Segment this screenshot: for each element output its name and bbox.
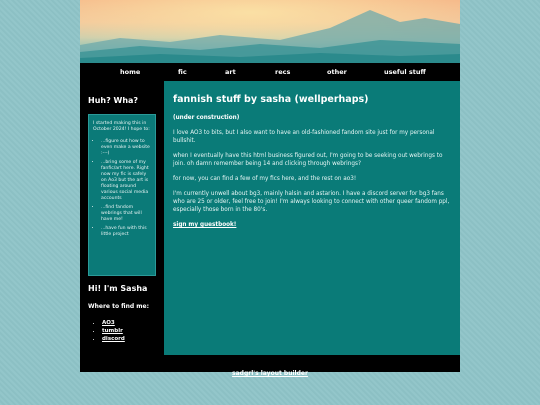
layout-builder-link[interactable]: sadgrl's layout builder [232, 370, 308, 377]
goal-item: • ...figure out how to even make a website :---) [101, 139, 151, 157]
guestbook-link[interactable]: sign my guestbook! [173, 222, 237, 228]
goals-box [88, 114, 156, 276]
construction-note: (under construction) [173, 115, 240, 121]
where-title: Where to find me: [88, 303, 149, 310]
nav-other[interactable]: other [327, 68, 347, 76]
link-item [102, 335, 125, 343]
page-container [80, 0, 460, 377]
goal-item: • ...have fun with this little project [101, 226, 151, 238]
paragraph-3: for now, you can find a few of my fics here, and the rest on ao3! [173, 176, 357, 182]
discord-link[interactable]: discord [102, 336, 125, 342]
sidebar-title: Huh? Wha? [88, 96, 139, 105]
goals-intro: I started making this in October 2024! I hope to: [93, 121, 150, 132]
page-title: fannish stuff by sasha (wellperhaps) [173, 94, 369, 105]
ao3-link[interactable]: AO3 [102, 320, 115, 326]
sidebar [80, 81, 164, 372]
hi-title: Hi! I'm Sasha [88, 284, 148, 293]
goal-item: • ...find fandom webrings that will have me! [101, 205, 151, 223]
nav-recs[interactable]: recs [275, 68, 291, 76]
top-nav [80, 63, 460, 81]
footer [80, 355, 460, 377]
social-links [96, 319, 125, 343]
goals-list [93, 139, 151, 238]
tumblr-link[interactable]: tumblr [102, 328, 123, 334]
nav-art[interactable]: art [225, 68, 236, 76]
link-item [102, 327, 125, 335]
paragraph-1: I love AO3 to bits, but I also want to have an old-fashioned fandom site just for my personal bullshit. [173, 130, 435, 144]
main-content [164, 81, 460, 355]
goal-item: • ...bring some of my fanfic/art here. Right now my fic is safely on Ao3 but the art is floating around various social media accounts [101, 160, 151, 202]
nav-fic[interactable]: fic [178, 68, 187, 76]
paragraph-2: when I eventually have this html business figured out, I'm going to be seeking out webrings to join. oh damn remember being 14 and clicking through webrings? [173, 153, 443, 167]
paragraph-4: I'm currently unwell about bg3, mainly halsin and astarion. I have a discord server for bg3 fans who are 25 or older, feel free to join! I'm always looking to connect with other queer fandom ppl, especially those born in the 80's. [173, 191, 450, 213]
nav-useful-stuff[interactable]: useful stuff [384, 68, 426, 76]
nav-home[interactable]: home [120, 68, 141, 76]
link-item [102, 319, 125, 327]
header-banner-image [80, 0, 460, 63]
